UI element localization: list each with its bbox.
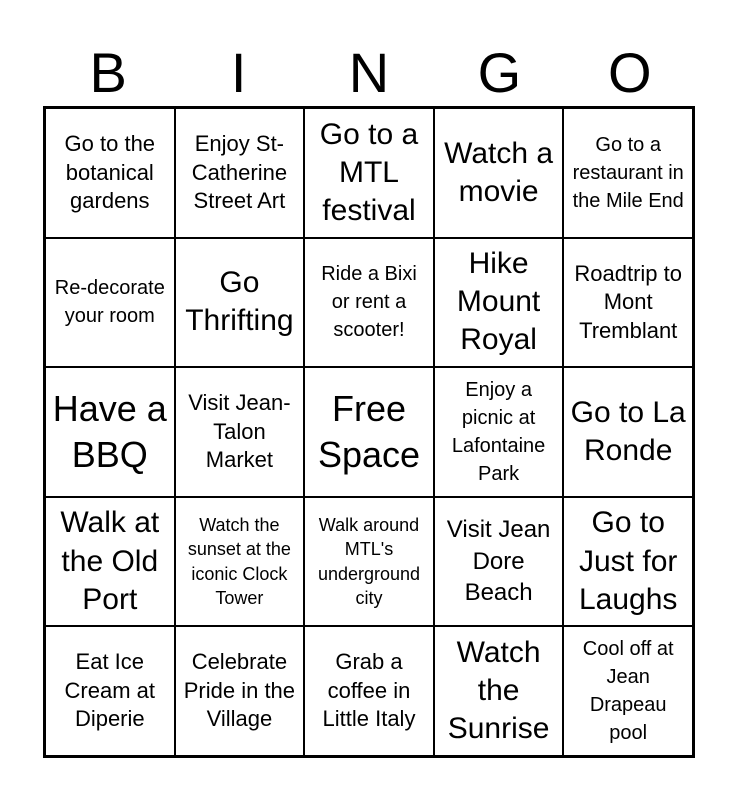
bingo-cell-o1[interactable]	[563, 108, 693, 238]
cell-text: Go to a MTL festival	[319, 117, 419, 227]
cell-text: Walk at the Old Port	[60, 506, 160, 616]
header-letter-b: B	[89, 41, 127, 104]
bingo-cell-n2[interactable]	[304, 238, 434, 368]
cell-text: Celebrate Pride in the Village	[183, 649, 296, 732]
bingo-cell-n5[interactable]	[304, 626, 434, 756]
bingo-cell-i1[interactable]	[175, 108, 305, 238]
bingo-cell-i4[interactable]	[175, 497, 305, 627]
bingo-cell-i5[interactable]	[175, 626, 305, 756]
cell-text: Have a BBQ	[52, 388, 167, 475]
cell-text: Visit Jean-Talon Market	[188, 390, 291, 473]
bingo-cell-i2[interactable]	[175, 238, 305, 368]
cell-text: Enjoy St-Catherine Street Art	[191, 130, 288, 214]
bingo-cell-g2[interactable]	[434, 238, 564, 368]
bingo-cell-b4[interactable]	[45, 497, 175, 627]
header-letter-g: G	[477, 41, 522, 104]
cell-text: Cool off at Jean Drapeau pool	[582, 638, 674, 745]
cell-text: Go to La Ronde	[570, 395, 686, 467]
cell-text: Enjoy a picnic at Lafontaine Park	[451, 378, 546, 485]
cell-text: Grab a coffee in Little Italy	[322, 649, 416, 732]
bingo-cell-n4[interactable]	[304, 497, 434, 627]
bingo-cell-b3[interactable]	[45, 367, 175, 497]
bingo-cell-b5[interactable]	[45, 626, 175, 756]
cell-text: Walk around MTL's underground city	[317, 515, 421, 608]
bingo-cell-o5[interactable]	[563, 626, 693, 756]
header-letter-i: I	[230, 41, 247, 104]
header-letter-o: O	[608, 41, 652, 104]
header-letter-n: N	[348, 41, 390, 104]
cell-text: Hike Mount Royal	[456, 247, 541, 357]
cell-text: Ride a Bixi or rent a scooter!	[321, 263, 417, 342]
cell-text: Watch a movie	[444, 136, 554, 208]
cell-text: Visit Jean Dore Beach	[446, 516, 551, 607]
bingo-cell-g5[interactable]	[434, 626, 564, 756]
bingo-cell-g4[interactable]	[434, 497, 564, 627]
cell-text: Go Thrifting	[185, 266, 294, 338]
free-space-label: Free Space	[317, 388, 421, 475]
cell-text: Watch the Sunrise	[447, 636, 550, 746]
bingo-cell-b1[interactable]	[45, 108, 175, 238]
bingo-cell-o3[interactable]	[563, 367, 693, 497]
bingo-board	[43, 106, 695, 758]
cell-text: Go to a restaurant in the Mile End	[572, 133, 684, 212]
bingo-cell-o4[interactable]	[563, 497, 693, 627]
cell-text: Watch the sunset at the iconic Clock Tower	[187, 515, 291, 608]
cell-text: Re-decorate your room	[54, 277, 165, 328]
bingo-cell-i3[interactable]	[175, 367, 305, 497]
cell-text: Go to the botanical gardens	[64, 130, 156, 214]
bingo-cell-g3[interactable]	[434, 367, 564, 497]
bingo-cell-o2[interactable]	[563, 238, 693, 368]
cell-text: Roadtrip to Mont Tremblant	[574, 260, 682, 343]
bingo-cell-b2[interactable]	[45, 238, 175, 368]
bingo-cell-g1[interactable]	[434, 108, 564, 238]
bingo-cell-n3-free-space[interactable]	[304, 367, 434, 497]
bingo-header	[43, 40, 695, 106]
cell-text: Eat Ice Cream at Diperie	[64, 649, 156, 732]
bingo-cell-n1[interactable]	[304, 108, 434, 238]
cell-text: Go to Just for Laughs	[578, 506, 678, 616]
